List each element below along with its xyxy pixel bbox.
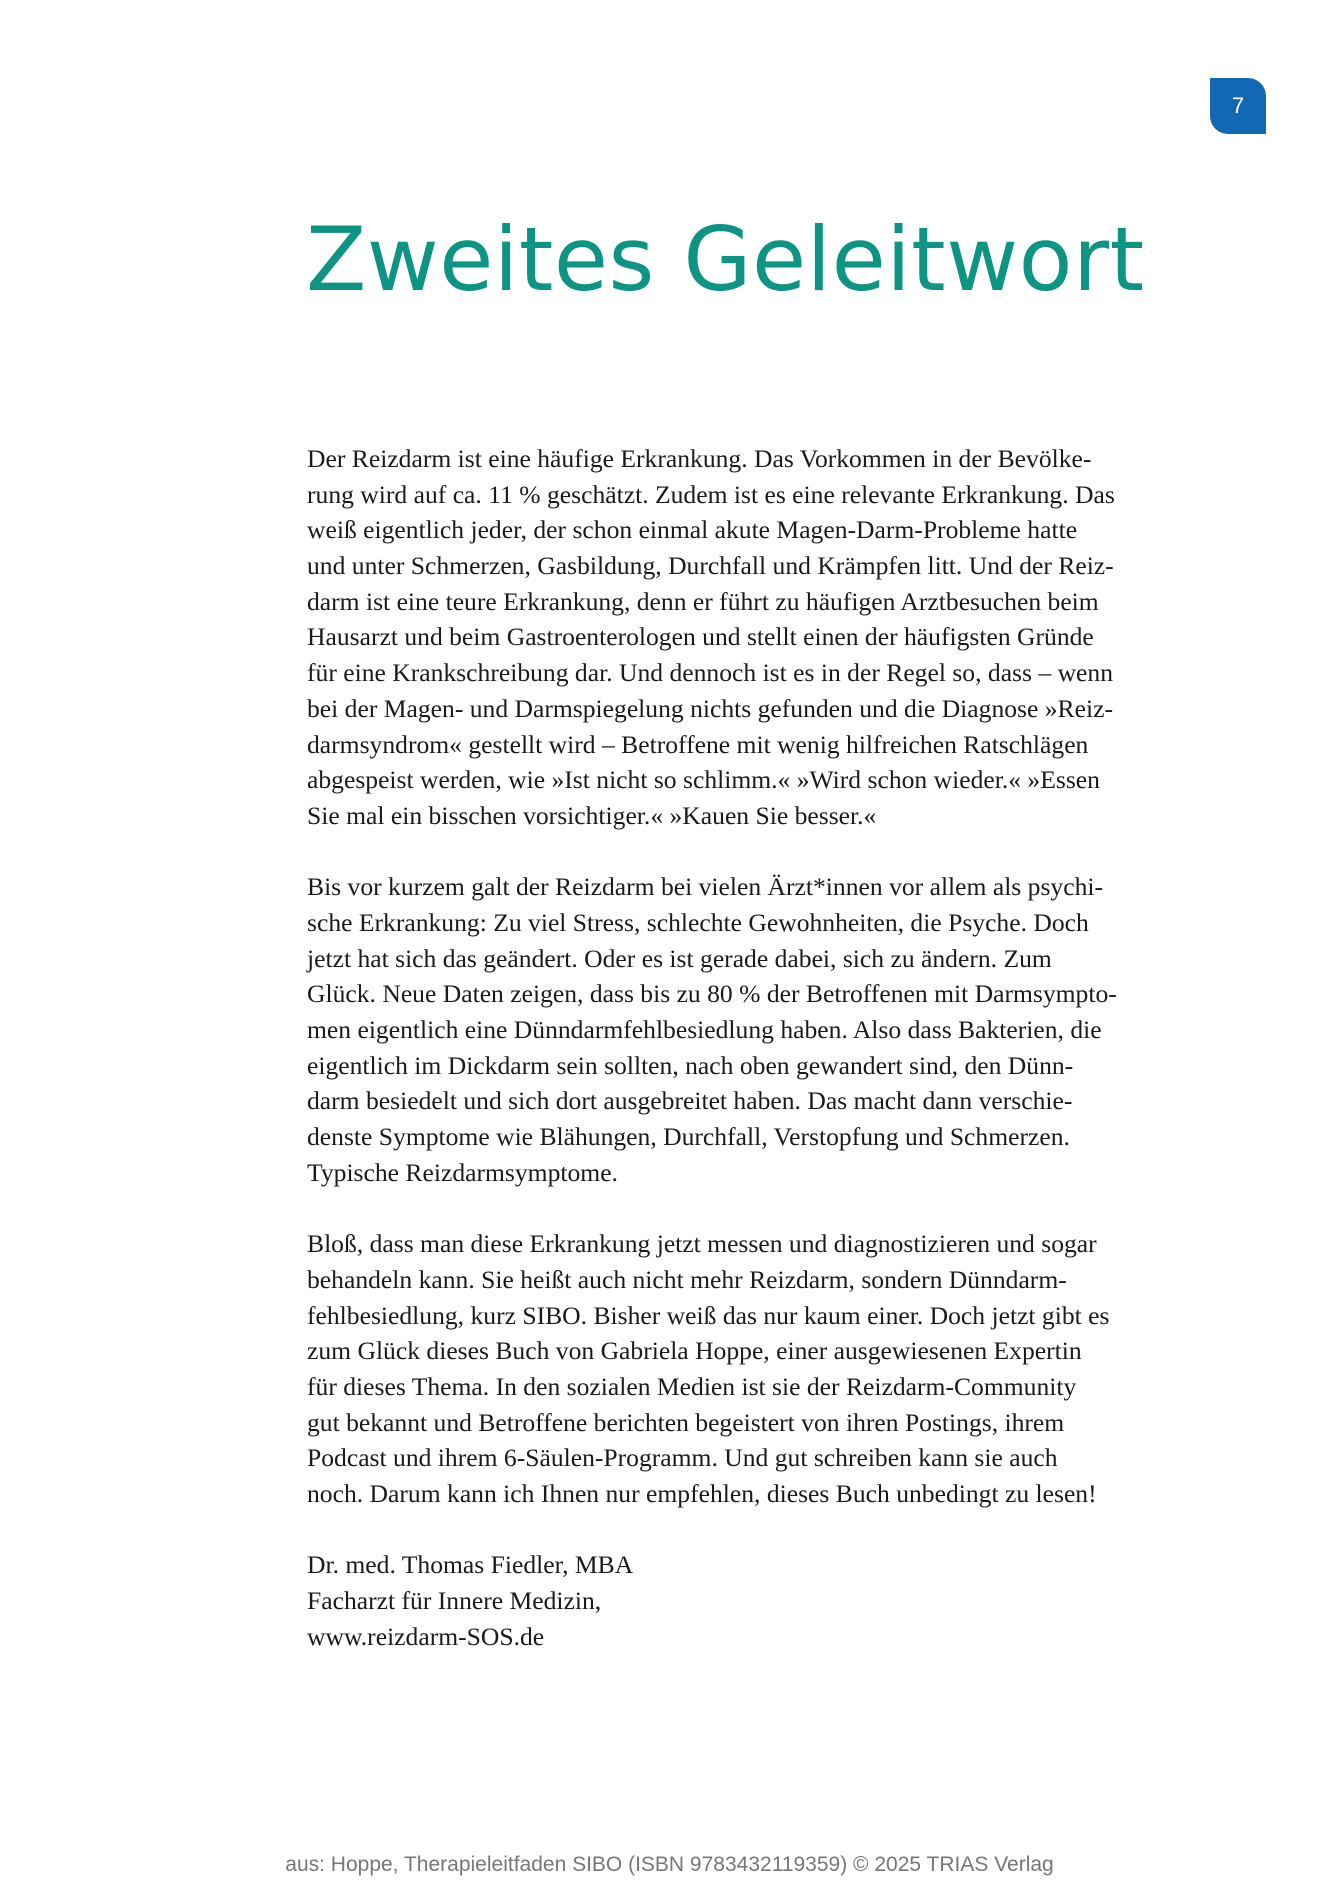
paragraph-1 (307, 441, 1207, 834)
text-line: Hausarzt und beim Gastroenterologen und stellt einen der häufigsten Gründe (307, 622, 1094, 652)
text-line: Der Reizdarm ist eine häufige Erkrankung. Das Vorkommen in der Bevölke- (307, 444, 1092, 473)
text-line: rung wird auf ca. 11 % geschätzt. Zudem ist es eine relevante Erkrankung. Das (307, 479, 1115, 509)
signature-name: Dr. med. Thomas Fiedler, MBA (307, 1550, 634, 1580)
signature-website: www.reizdarm-SOS.de (307, 1621, 545, 1651)
text-line: fehlbesiedlung, kurz SIBO. Bisher weiß das nur kaum einer. Doch jetzt gibt es (307, 1300, 1110, 1330)
text-line: darmsyndrom« gestellt wird – Betroffene mit wenig hilfreichen Ratschlägen (307, 729, 1089, 759)
text-line: bei der Magen- und Darmspiegelung nichts gefunden und die Diagnose »Reiz- (307, 693, 1113, 723)
page-number-badge: 7 (1210, 78, 1266, 134)
body-text (307, 441, 1207, 1654)
text-line: Sie mal ein bisschen vorsichtiger.« »Kauen Sie besser.« (307, 800, 877, 830)
footer-copyright: aus: Hoppe, Therapieleitfaden SIBO (ISBN 9783432119359) © 2025 TRIAS Verlag (285, 1853, 1054, 1876)
paragraph-2 (307, 869, 1207, 1190)
text-line: Bis vor kurzem galt der Reizdarm bei vielen Ärzt*innen vor allem als psychi- (307, 872, 1104, 902)
text-line: und unter Schmerzen, Gasbildung, Durchfall und Krämpfen litt. Und der Reiz- (307, 551, 1114, 581)
text-line: gut bekannt und Betroffene berichten begeistert von ihren Postings, ihrem (307, 1407, 1065, 1437)
text-line: darm besiedelt und sich dort ausgebreitet haben. Das macht dann verschie- (307, 1086, 1073, 1116)
text-line: denste Symptome wie Blähungen, Durchfall, Verstopfung und Schmerzen. (307, 1122, 1070, 1152)
text-line: sche Erkrankung: Zu viel Stress, schlechte Gewohnheiten, die Psyche. Doch (307, 907, 1089, 937)
text-line: Typische Reizdarmsymptome. (307, 1157, 618, 1187)
text-line: men eigentlich eine Dünndarmfehlbesiedlung haben. Also dass Bakterien, die (307, 1015, 1102, 1044)
text-line: Podcast und ihrem 6-Säulen-Programm. Und gut schreiben kann sie auch (307, 1443, 1058, 1473)
page-title: Zweites Geleitwort (306, 208, 1145, 311)
paragraph-3 (307, 1226, 1207, 1512)
text-line: jetzt hat sich das geändert. Oder es ist gerade dabei, sich zu ändern. Zum (307, 943, 1052, 973)
signature-block (307, 1547, 1207, 1654)
text-line: noch. Darum kann ich Ihnen nur empfehlen, dieses Buch unbedingt zu lesen! (307, 1478, 1097, 1508)
text-line: abgespeist werden, wie »Ist nicht so schlimm.« »Wird schon wieder.« »Essen (307, 765, 1100, 795)
text-line: Glück. Neue Daten zeigen, dass bis zu 80 % der Betroffenen mit Darmsympto- (307, 979, 1117, 1009)
text-line: für eine Krankschreibung dar. Und dennoch ist es in der Regel so, dass – wenn (307, 658, 1114, 688)
text-line: zum Glück dieses Buch von Gabriela Hoppe, einer ausgewiesenen Expertin (307, 1336, 1082, 1366)
text-line: eigentlich im Dickdarm sein sollten, nach oben gewandert sind, den Dünn- (307, 1050, 1074, 1080)
text-line: darm ist eine teure Erkrankung, denn er führt zu häufigen Arztbesuchen beim (307, 586, 1099, 616)
text-line: für dieses Thema. In den sozialen Medien ist sie der Reizdarm-Community (307, 1371, 1077, 1401)
text-line: weiß eigentlich jeder, der schon einmal akute Magen-Darm-Probleme hatte (307, 515, 1078, 545)
text-line: behandeln kann. Sie heißt auch nicht mehr Reizdarm, sondern Dünndarm- (307, 1264, 1067, 1294)
text-line: Bloß, dass man diese Erkrankung jetzt messen und diagnostizieren und sogar (307, 1229, 1097, 1259)
signature-role: Facharzt für Innere Medizin, (307, 1586, 602, 1615)
